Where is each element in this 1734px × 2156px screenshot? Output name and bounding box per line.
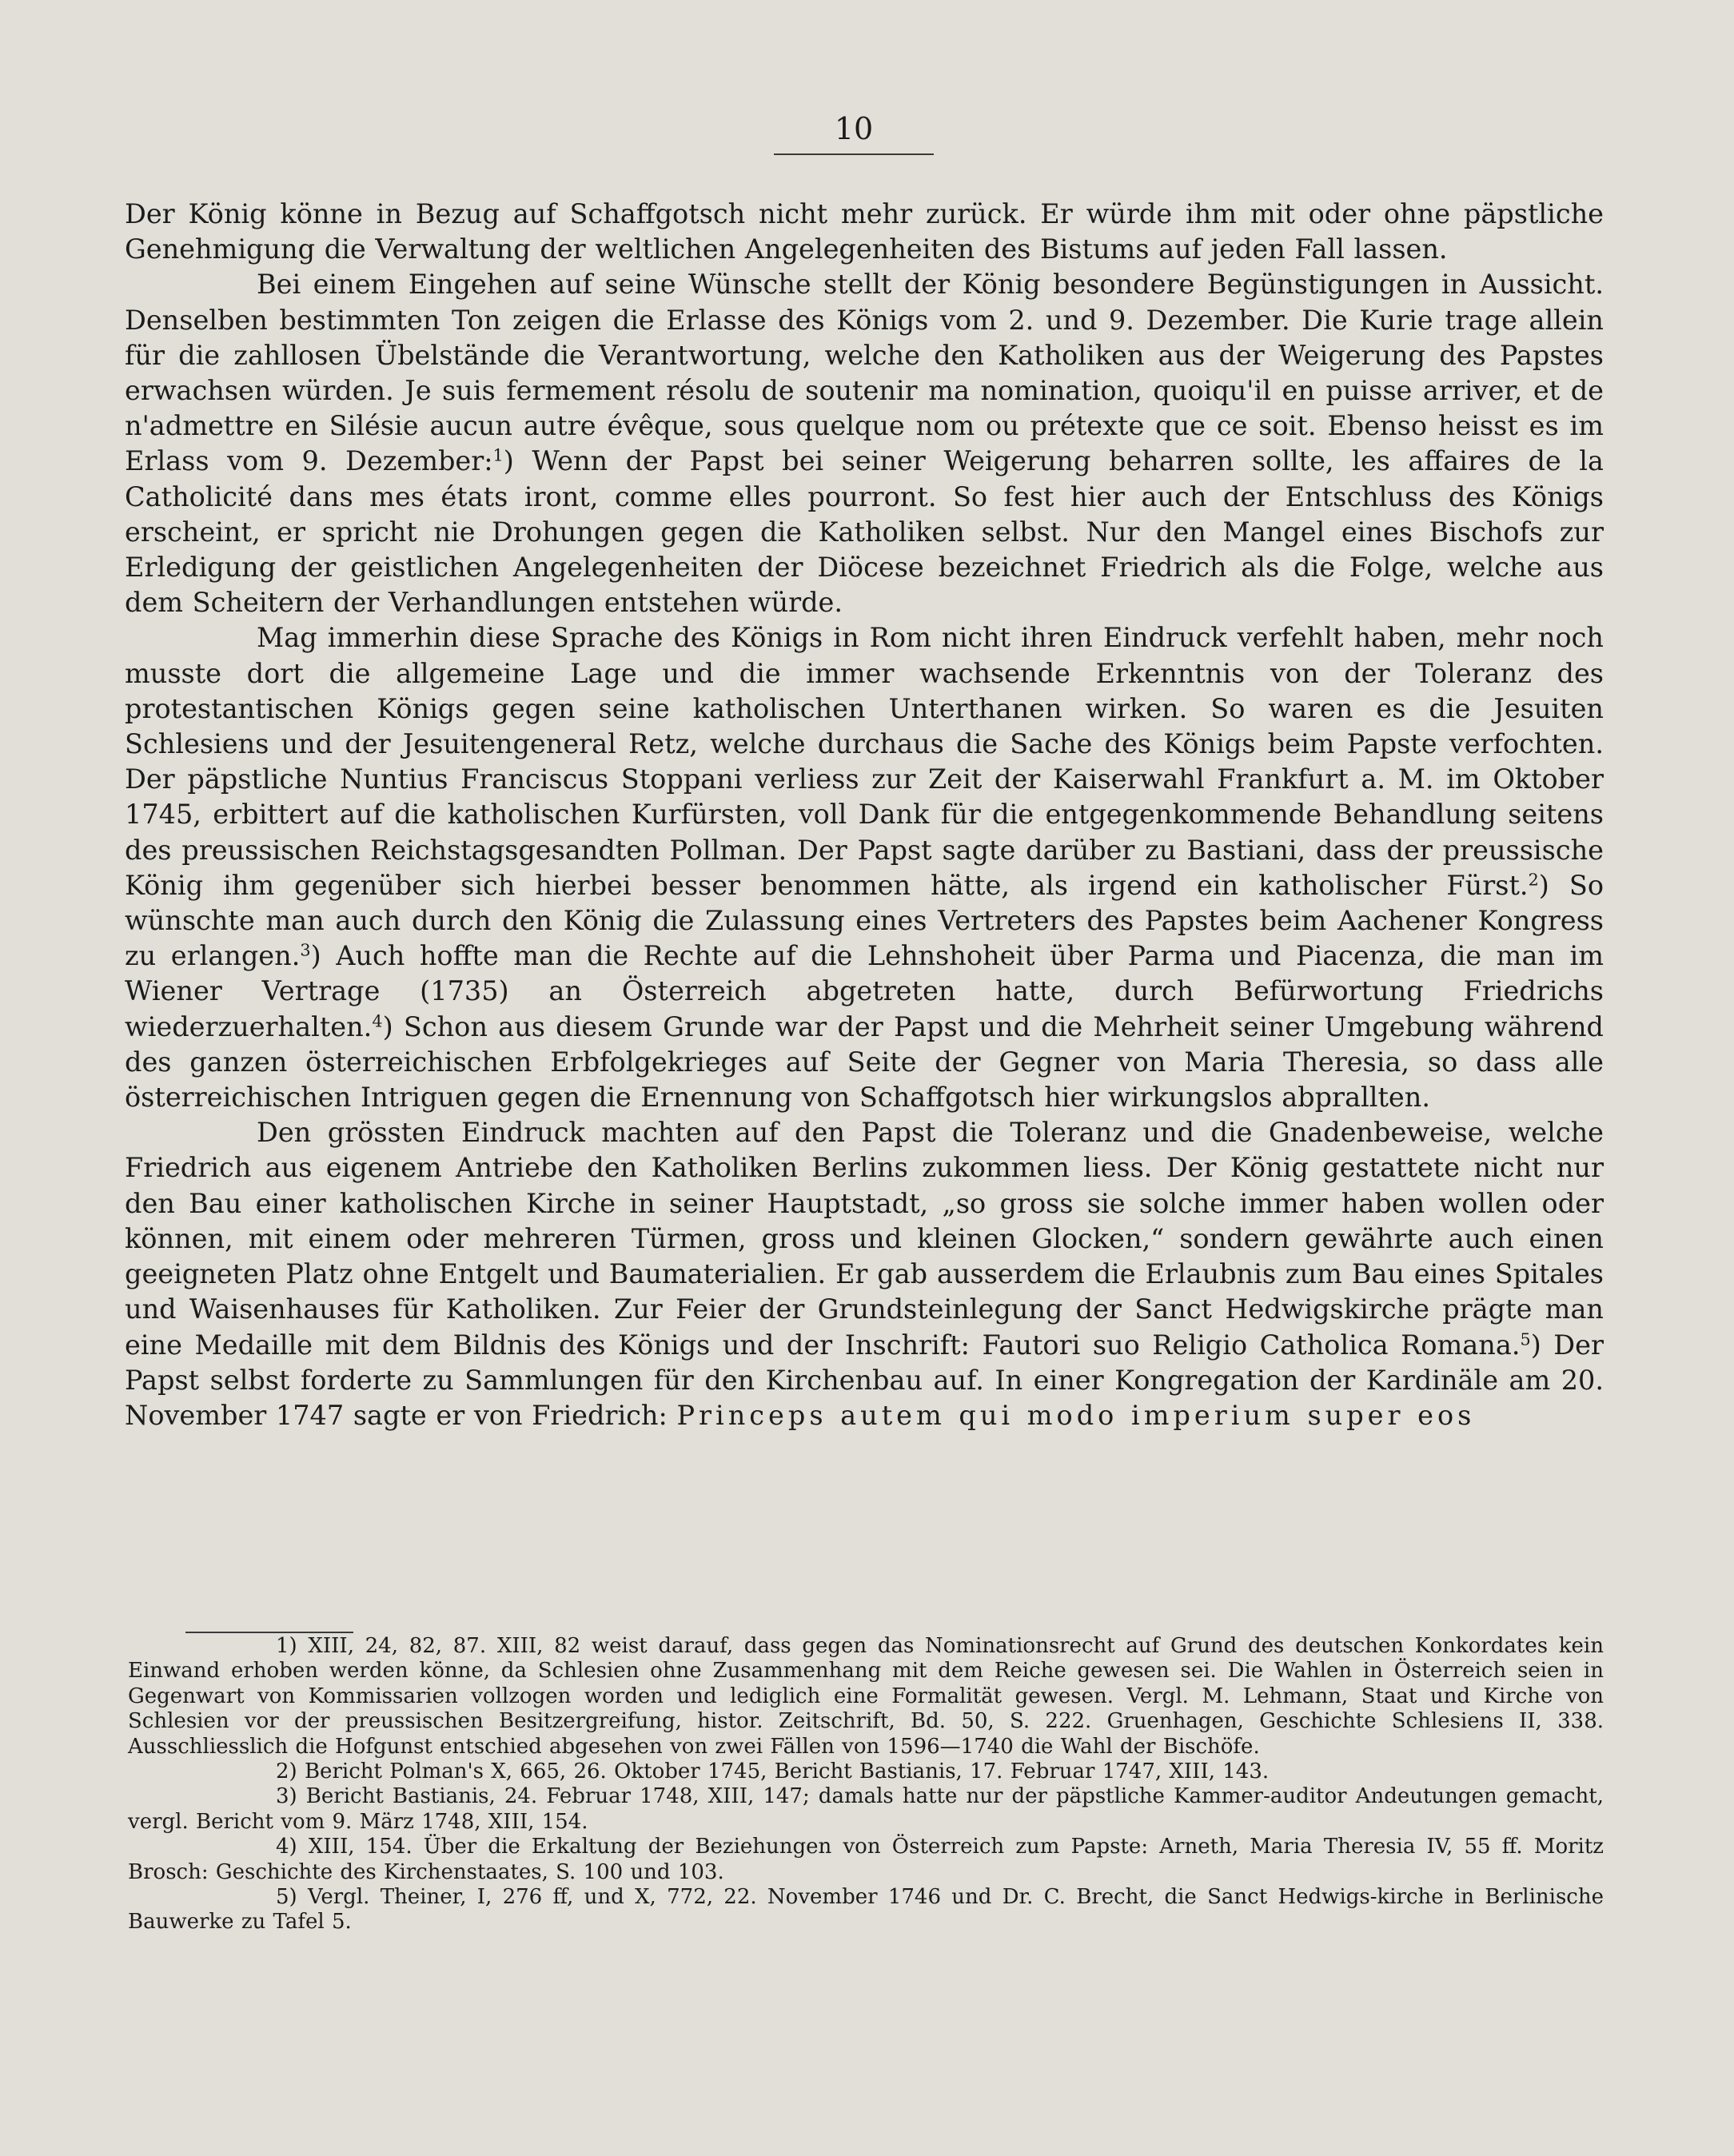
footnote-ref-1: 1 bbox=[492, 446, 504, 465]
paragraph-3-text-c: ) Auch hoffte man die Rechte auf die Lehnshoheit über Parma und Piacenza, die man im Wiener Vertrage (1735) an Österreich abgetreten hatte, durch Befürwortung Friedrichs wiederzuerhalten. bbox=[125, 940, 1604, 1042]
paragraph-2-text-a: Bei einem Eingehen auf seine Wünsche stellt der König besondere Begünstigungen in Aussicht. Denselben bestimmten Ton zeigen die Erlasse des Königs vom 2. und 9. Dezember. Die Kurie trage allein für die zahllosen Übelstände die Verantwortung, welche den Katholiken aus der Weigerung des Papstes erwachsen würden. Je suis fermement résolu de soutenir ma nomination, quoiqu'il en puisse arriver, et de n'admettre en Silésie aucun autre évêque, sous quelque nom ou prétexte que ce soit. Ebenso heisst es im Erlass vom 9. Dezember: bbox=[125, 269, 1604, 477]
paragraph-4 bbox=[125, 1115, 1604, 1433]
footnote-2: 2) Bericht Polman's X, 665, 26. Oktober 1745, Bericht Bastianis, 17. Februar 1747, XIII, 143. bbox=[276, 1759, 1270, 1784]
paragraph-3 bbox=[125, 620, 1604, 1115]
footnote-ref-5: 5 bbox=[1520, 1329, 1531, 1349]
footnotes bbox=[128, 1634, 1604, 1935]
body-text bbox=[125, 197, 1604, 1433]
paragraph-1-text: Der König könne in Bezug auf Schaffgotsch nicht mehr zurück. Er würde ihm mit oder ohne päpstliche Genehmigung die Verwaltung der weltlichen Angelegenheiten des Bistums auf jeden Fall lassen. bbox=[125, 198, 1604, 265]
paragraph-3-text-d: ) Schon aus diesem Grunde war der Papst und die Mehrheit seiner Umgebung während des ganzen österreichischen Erbfolgekrieges auf Seite der Gegner von Maria Theresia, so dass alle österreichischen Intriguen gegen die Ernennung von Schaffgotsch hier wirkungslos abprallten. bbox=[125, 1010, 1604, 1114]
paragraph-4-text-b: ) Der Papst selbst forderte zu Sammlungen für den Kirchenbau auf. In einer Kongregation der Kardinäle am 20. November 1747 sagte er von Friedrich: bbox=[125, 1329, 1604, 1431]
paragraph-2 bbox=[125, 267, 1604, 620]
paragraph-3-text-a: Mag immerhin diese Sprache des Königs in Rom nicht ihren Eindruck verfehlt haben, mehr noch musste dort die allgemeine Lage und die immer wachsende Erkenntnis von der Toleranz des protestantischen Königs gegen seine katholischen Unterthanen wirken. So waren es die Jesuiten Schlesiens und der Jesuitengeneral Retz, welche durchaus die Sache des Königs beim Papste verfochten. Der päpstliche Nuntius Franciscus Stoppani verliess zur Zeit der Kaiserwahl Frankfurt a. M. im Oktober 1745, erbittert auf die katholischen Kurfürsten, voll Dank für die entgegenkommende Behandlung seitens des preussischen Reichstagsgesandten Pollman. Der Papst sagte darüber zu Bastiani, dass der preussische König ihm gegenüber sich hierbei besser benommen hätte, als irgend ein katholischer Fürst. bbox=[125, 622, 1604, 901]
page-number: 10 bbox=[834, 111, 874, 146]
footnote-4: 4) XIII, 154. Über die Erkaltung der Beziehungen von Österreich zum Papste: Arneth, Maria Theresia IV, 55 ff. Moritz Brosch: Geschichte des Kirchenstaates, S. 100 und 103. bbox=[128, 1835, 1604, 1884]
footnote-ref-3: 3 bbox=[300, 940, 311, 960]
footnote-ref-2: 2 bbox=[1528, 870, 1539, 890]
paragraph-2-text-b: ) Wenn der Papst bei seiner Weigerung beharren sollte, les affaires de la Catholicité dans mes états iront, comme elles pourront. So fest hier auch der Entschluss des Königs erscheint, er spricht nie Drohungen gegen die Katholiken selbst. Nur den Mangel eines Bischofs zur Erledigung der geistlichen Angelegenheiten der Diöcese bezeichnet Friedrich als die Folge, welche aus dem Scheitern der Verhandlungen entstehen würde. bbox=[125, 445, 1604, 619]
footnote-1: 1) XIII, 24, 82, 87. XIII, 82 weist darauf, dass gegen das Nominationsrecht auf Grund des deutschen Konkordates kein Einwand erhoben werden könne, da Schlesien ohne Zusammenhang mit dem Reiche gewesen sei. Die Wahlen in Österreich seien in Gegenwart von Kommissarien vollzogen worden und lediglich eine Formalität gewesen. Vergl. M. Lehmann, Staat und Kirche von Schlesien vor der preussischen Besitzergreifung, histor. Zeitschrift, Bd. 50, S. 222. Gruenhagen, Geschichte Schlesiens II, 338. Ausschliesslich die Hofgunst entschied abgesehen von zwei Fällen von 1596—1740 die Wahl der Bischöfe. bbox=[128, 1634, 1604, 1759]
page-number-rule bbox=[774, 153, 934, 155]
paragraph-3-text-b: ) So wünschte man auch durch den König die Zulassung eines Vertreters des Papstes beim Aachener Kongress zu erlangen. bbox=[125, 869, 1604, 972]
footnote-rule bbox=[185, 1632, 353, 1633]
paragraph-4-text-a: Den grössten Eindruck machten auf den Papst die Toleranz und die Gnadenbeweise, welche Friedrich aus eigenem Antriebe den Katholiken Berlins zukommen liess. Der König gestattete nicht nur den Bau einer katholischen Kirche in seiner Hauptstadt, „so gross sie solche immer haben wollen oder können, mit einem oder mehreren Türmen, gross und kleinen Glocken,“ sondern gewährte auch einen geeigneten Platz ohne Entgelt und Baumaterialien. Er gab ausserdem die Erlaubnis zum Bau eines Spitales und Waisenhauses für Katholiken. Zur Feier der Grundsteinlegung der Sanct Hedwigskirche prägte man eine Medaille mit dem Bildnis des Königs und der Inschrift: Fautori suo Religio Catholica Romana. bbox=[125, 1117, 1604, 1361]
footnote-3: 3) Bericht Bastianis, 24. Februar 1748, XIII, 147; damals hatte nur der päpstliche Kammer-auditor Andeutungen gemacht, vergl. Bericht vom 9. März 1748, XIII, 154. bbox=[128, 1784, 1604, 1834]
latin-quote: Princeps autem qui modo imperium super eos bbox=[676, 1399, 1476, 1431]
paragraph-1 bbox=[125, 197, 1604, 267]
footnote-5: 5) Vergl. Theiner, I, 276 ff, und X, 772, 22. November 1746 und Dr. C. Brecht, die Sanct Hedwigs-kirche in Berlinische Bauwerke zu Tafel 5. bbox=[128, 1885, 1604, 1935]
footnote-ref-4: 4 bbox=[372, 1011, 383, 1031]
